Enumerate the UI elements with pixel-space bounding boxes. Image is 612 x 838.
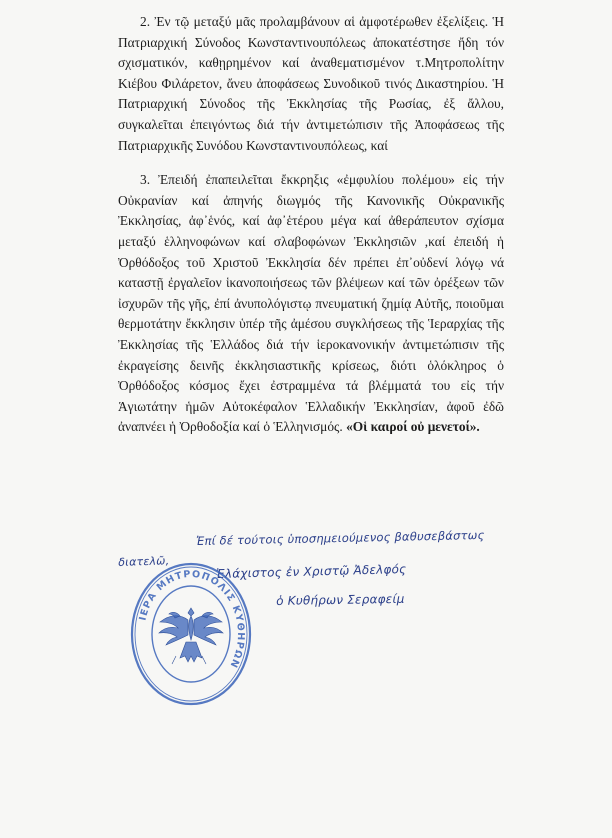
double-headed-eagle-icon (159, 608, 223, 664)
handwritten-line-1: Ἐπί δέ τούτοις ὑποσημειούμενος βαθυσεβάστως (196, 527, 485, 548)
paragraph-3-text: 3. Ἐπειδή ἐπαπειλεῖται ἔκκρηξις «ἐμφυλίου πολέμου» εἰς τήν Οὐκρανίαν καί ἀπηνής διωγμός τῆς Κανονικῆς Οὐκρανικῆς Ἐκκλησίας, ἀφ᾽ἑνός, καί ἀφ᾽ἑτέρου μέγα καί ἀθεράπευτον σχίσμα μεταξύ ἑλληνοφώνων καί σλαβοφώνων Ἐκκλησιῶν ,καί ἐπειδή ἡ Ὀρθόδοξος τοῦ Χριστοῦ Ἐκκλησία δέν πρέπει ἐπ᾽οὐδενί λόγῳ νά καταστῇ ἐργαλεῖον ἱκανοποιήσεως τῶν βλέψεων καί τῶν ὀρέξεων τῶν ἰσχυρῶν τῆς γῆς, ἐπί ἀνυπολόγιστῳ πνευματική ζημίᾳ Αὐτῆς, ποιοῦμαι θερμοτάτην ἔκκλησιν ὑπέρ τῆς ἀμέσου συγκλήσεως τῆς Ἱεραρχίας τῆς Ἐκκλησίας τῆς Ἑλλάδος διά τήν ἱεροκανονικήν ἀντιμετώπισιν τῆς ἐκραγείσης δεινῆς ἐκκλησιαστικῆς κρίσεως, διότι ὁλόκληρος ὁ Ὀρθόδοξος κόσμος ἔχει ἐστραμμένα τά βλέμματά του εἰς τήν Ἁγιωτάτην ἡμῶν Αὐτοκέφαλον Ἑλλαδικήν Ἐκκλησίαν, ἀφοῦ ἐδῶ ἀναπνέει ἡ Ὀρθοδοξία καί ὁ Ἑλληνισμός. (118, 172, 504, 435)
handwritten-signature: ὁ Κυθήρων Σεραφείμ (276, 591, 405, 608)
paragraph-3 (118, 170, 504, 438)
paragraph-2: 2. Ἐν τῷ μεταξύ μᾶς προλαμβάνουν αἱ ἀμφοτέρωθεν ἐξελίξεις. Ἡ Πατριαρχική Σύνοδος Κωνσταντινουπόλεως ἀποκατέστησε ἤδη τόν σχισματικόν, καθῃρημένον καί ἀναθεματισμένον τ.Μητροπολίτην Κιέβου Φιλάρετον, ἄνευ ἀποφάσεως Συνοδικοῦ τινός Δικαστηρίου. Ἡ Πατριαρχική Σύνοδος τῆς Ἐκκλησίας τῆς Ρωσίας, ἐξ ἄλλου, συγκαλεῖται ἐπειγόντως διά τήν ἀντιμετώπισιν τῆς Ἀποφάσεως τῆς Πατριαρχικῆς Συνόδου Κωνσταντινουπόλεως, καί (118, 14, 504, 153)
seal-inscription: ΙΕΡΑ ΜΗΤΡΟΠΟΛΙΣ ΚΥΘΗΡΩΝ (137, 568, 247, 671)
handwritten-line-3: Ἐλάχιστος ἐν Χριστῷ Ἀδελφός (216, 562, 407, 581)
handwritten-line-2: διατελῶ, (118, 554, 170, 569)
letter-body (118, 12, 504, 438)
closing-phrase: «Οἱ καιροί οὐ μενετοί». (346, 419, 480, 435)
metropolis-seal-stamp (128, 560, 254, 708)
